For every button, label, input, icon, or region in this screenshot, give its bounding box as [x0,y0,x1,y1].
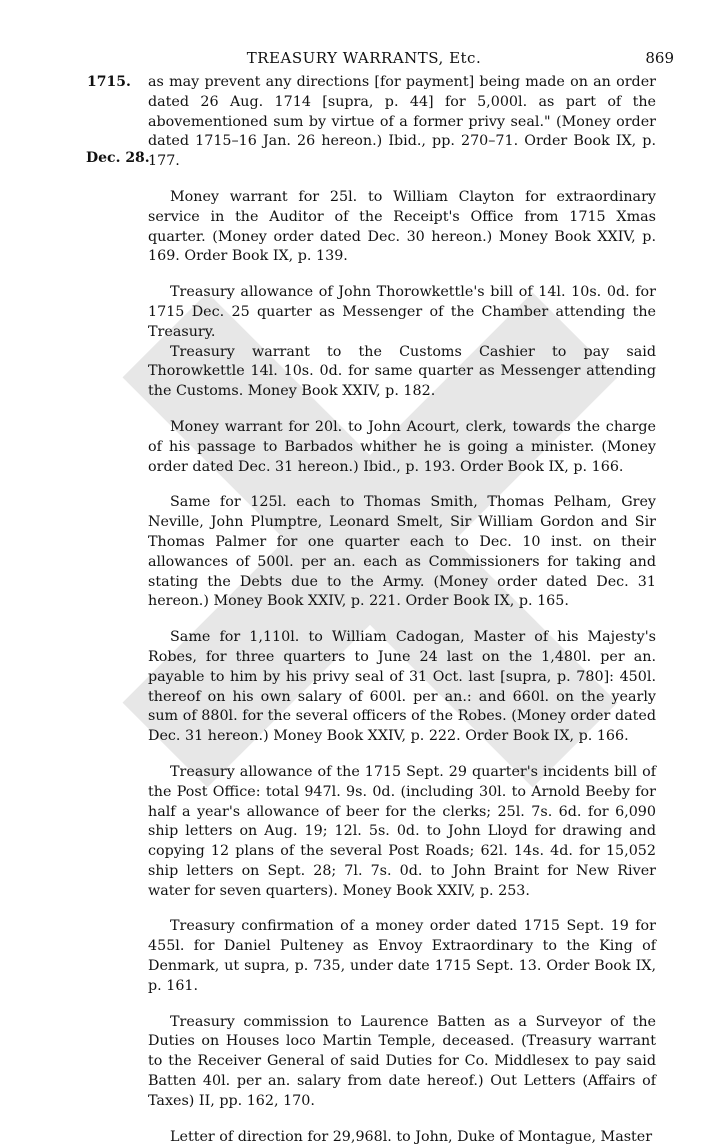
header-title: TREASURY WARRANTS, Etc. [246,49,482,67]
paragraph: Letter of direction for 29,968l. to John, Duke of Montague, Master [170,1128,653,1145]
paragraph: Money warrant for 20l. to John Acourt, clerk, towards the charge of his passage to Barbados whither he is going a minister. (Money order dated Dec. 31 hereon.) Ibid., p. 193. Order Book IX, p. 166. [148,418,656,475]
paragraph: Treasury allowance of John Thorowkettle's bill of 14l. 10s. 0d. for 1715 Dec. 25 quarter as Messenger of the Chamber attending the Treasury. [148,284,656,340]
paragraph: Treasury warrant to the Customs Cashier to pay said Thorowkettle 14l. 10s. 0d. for same quarter as Messenger attending the Customs. Money Book XXIV, p. 182. [148,343,656,400]
paragraph: Treasury confirmation of a money order dated 1715 Sept. 19 for 455l. for Daniel Pulteney as Envoy Extraordinary to the King of Denmark, ut supra, p. 735, under date 1715 Sept. 13. Order Book IX, p. 161. [148,918,656,994]
body-text [148,73,656,1147]
year-marginal: 1715. [87,74,131,90]
paragraph: Same for 1,110l. to William Cadogan, Master of his Majesty's Robes, for three quarters to June 24 last on the 1,480l. per an. payable to him by his privy seal of 31 Oct. last [supra, p. 780]: 450l. thereof on his own salary of 600l. per an.: and 660l. on the yearly sum of 880l. for the several officers of the Robes. (Money order dated Dec. 31 hereon.) Money Book XXIV, p. 222. Order Book IX, p. 166. [148,629,656,745]
paragraph: Same for 125l. each to Thomas Smith, Thomas Pelham, Grey Neville, John Plumptre, Leonard Smelt, Sir William Gordon and Sir Thomas Palmer for one quarter each to Dec. 10 inst. on their allowances of 500l. per an. each as Commissioners for taking and stating the Debts due to the Army. (Money order dated Dec. 31 hereon.) Money Book XXIV, p. 221. Order Book IX, p. 165. [148,494,656,610]
paragraph: Treasury commission to Laurence Batten as a Surveyor of the Duties on Houses loco Martin Temple, deceased. (Treasury warrant to the Receiver General of said Duties for Co. Middlesex to pay said Batten 40l. per an. salary from date hereof.) Out Letters (Affairs of Taxes) II, pp. 162, 170. [148,1013,656,1109]
running-header [0,49,728,71]
page-number: 869 [645,49,674,67]
paragraph: as may prevent any directions [for payment] being made on an order dated 26 Aug. 1714 [supra, p. 44] for 5,000l. as part of the abovementioned sum by virtue of a former privy seal." (Money order dated 1715–16 Jan. 26 hereon.) Ibid., pp. 270–71. Order Book IX, p. 177. [148,74,656,170]
paragraph: Money warrant for 25l. to William Clayton for extraordinary service in the Auditor of the Receipt's Office from 1715 Xmas quarter. (Money order dated Dec. 30 hereon.) Money Book XXIV, p. 169. Order Book IX, p. 139. [148,188,656,265]
paragraph: Treasury allowance of the 1715 Sept. 29 quarter's incidents bill of the Post Office: total 947l. 9s. 0d. (including 30l. to Arnold Beeby for half a year's allowance of beer for the clerks; 25l. 7s. 6d. for 6,090 ship letters on Aug. 19; 12l. 5s. 0d. to John Lloyd for drawing and copying 12 plans of the several Post Roads; 62l. 14s. 4d. for 15,052 ship letters on Sept. 28; 7l. 7s. 0d. to John Braint for New River water for seven quarters). Money Book XXIV, p. 253. [148,763,656,899]
date-marginal: Dec. 28. [86,150,150,166]
